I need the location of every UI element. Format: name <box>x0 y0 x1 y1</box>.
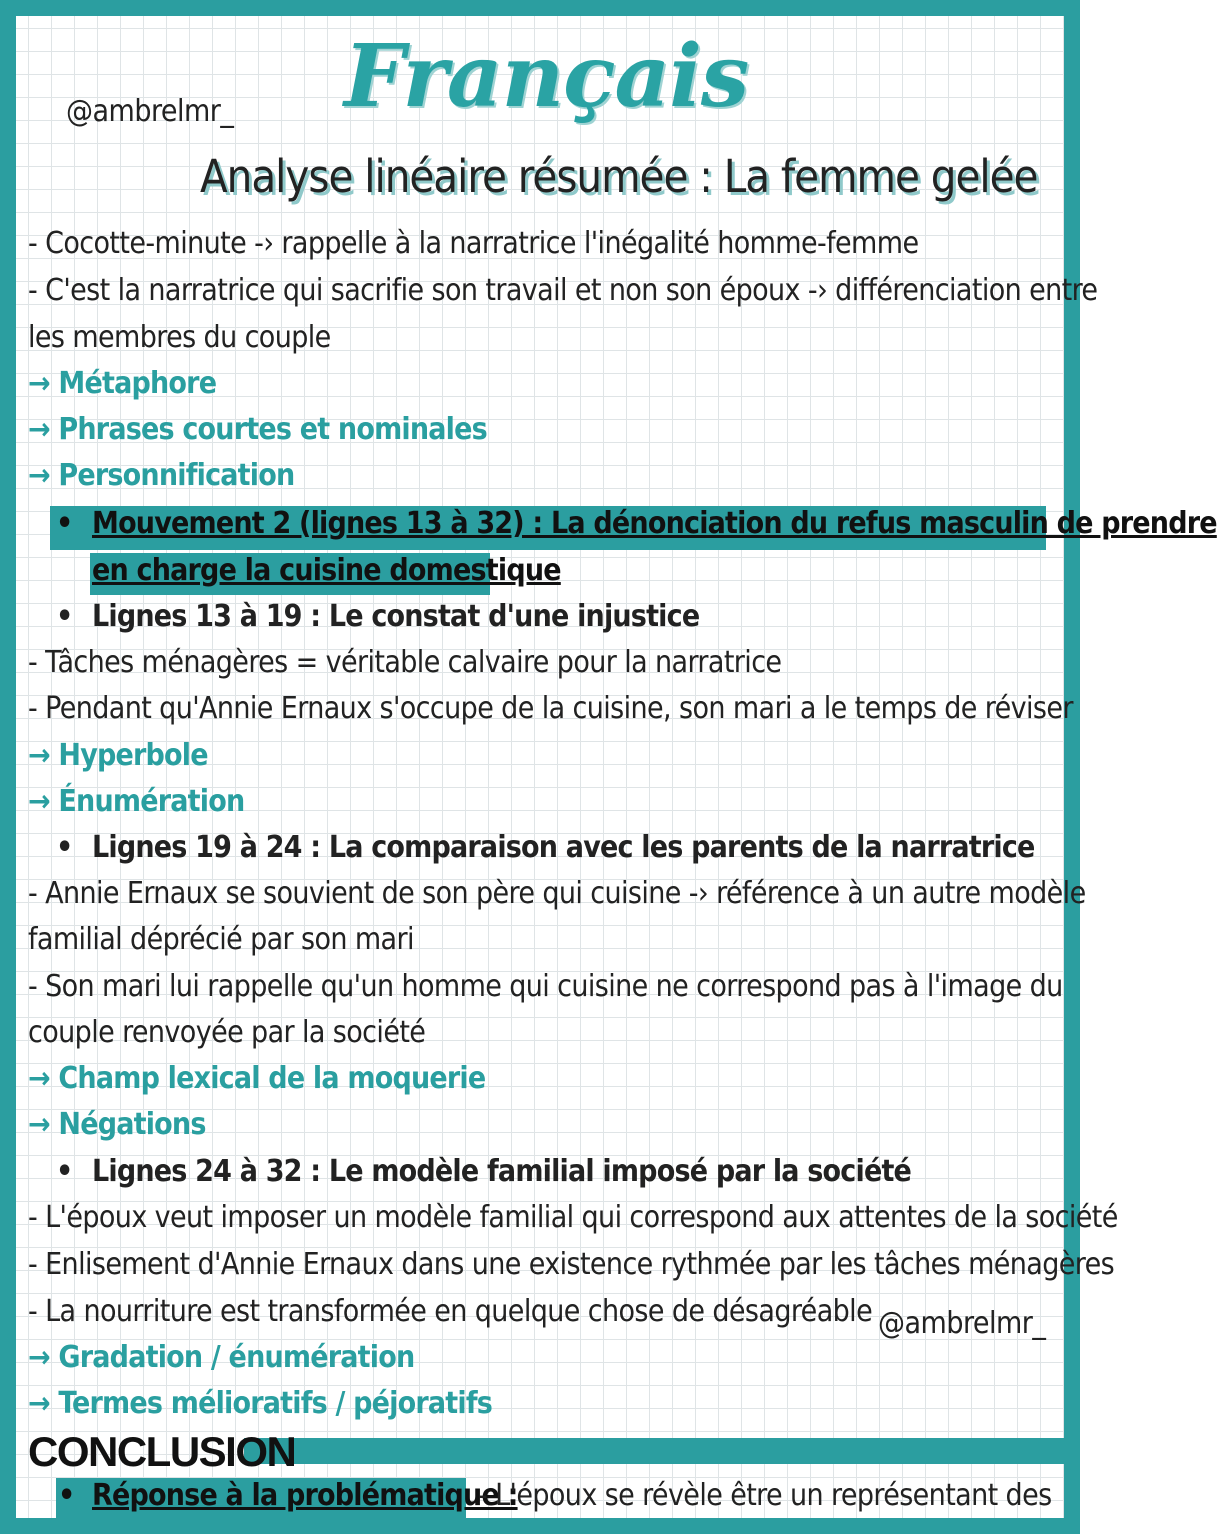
page-title: Français <box>344 26 749 127</box>
response-text: - L'époux se révèle être un représentant des <box>478 1478 1052 1513</box>
part3-line-2: - Enlisement d'Annie Ernaux dans une existence rythmée par les tâches ménagères <box>28 1247 1115 1282</box>
author-handle-bottom: @ambrelmr_ <box>878 1306 1046 1341</box>
device-personnification: → Personnification <box>28 458 295 493</box>
device-hyperbole: → Hyperbole <box>28 738 208 773</box>
mouvement2-heading-2: en charge la cuisine domestique <box>92 553 561 588</box>
device-champ-lexical: → Champ lexical de la moquerie <box>28 1061 486 1096</box>
intro-line-1: - Cocotte-minute -› rappelle à la narratrice l'inégalité homme-femme <box>28 226 919 261</box>
part2-line-1: - Annie Ernaux se souvient de son père qui cuisine -› référence à un autre modèle <box>28 876 1086 911</box>
part2-line-2: familial déprécié par son mari <box>28 922 414 957</box>
part1-line-2: - Pendant qu'Annie Ernaux s'occupe de la cuisine, son mari a le temps de réviser <box>28 691 1073 726</box>
part2-line-3: - Son mari lui rappelle qu'un homme qui cuisine ne correspond pas à l'image du <box>28 969 1063 1004</box>
part2-heading: • Lignes 19 à 24 : La comparaison avec les parents de la narratrice <box>56 828 1066 868</box>
device-enumeration: → Énumération <box>28 784 245 819</box>
device-metaphore: → Métaphore <box>28 366 217 401</box>
device-gradation: → Gradation / énumération <box>28 1340 415 1375</box>
bullet-dot: • <box>58 1478 75 1513</box>
device-termes: → Termes mélioratifs / péjoratifs <box>28 1386 493 1421</box>
response-label: Réponse à la problématique : <box>92 1478 518 1513</box>
bullet-dot: • <box>56 599 73 634</box>
part3-line-3: - La nourriture est transformée en quelque chose de désagréable <box>28 1294 873 1329</box>
page-subtitle: Analyse linéaire résumée : La femme gelée <box>200 150 1038 203</box>
conclusion-bar <box>244 1438 1080 1464</box>
mouvement2-heading-1: Mouvement 2 (lignes 13 à 32) : La dénonciation du refus masculin de prendre <box>92 506 1217 541</box>
author-handle-top: @ambrelmr_ <box>66 94 234 129</box>
part2-line-4: couple renvoyée par la société <box>28 1015 426 1050</box>
part1-heading: • Lignes 13 à 19 : Le constat d'une injustice <box>56 597 1066 637</box>
bullet-dot: • <box>56 830 73 865</box>
bullet-dot: • <box>56 506 73 541</box>
part3-heading: • Lignes 24 à 32 : Le modèle familial imposé par la société <box>56 1152 1066 1192</box>
device-negations: → Négations <box>28 1107 206 1142</box>
intro-line-2: - C'est la narratrice qui sacrifie son travail et non son époux -› différenciation entre <box>28 273 1098 308</box>
part1-line-1: - Tâches ménagères = véritable calvaire pour la narratrice <box>28 645 782 680</box>
bullet-dot: • <box>56 1154 73 1189</box>
device-phrases: → Phrases courtes et nominales <box>28 412 487 447</box>
intro-line-3: les membres du couple <box>28 320 331 355</box>
part3-line-1: - L'époux veut imposer un modèle familial qui correspond aux attentes de la société <box>28 1200 1118 1235</box>
conclusion-title: CONCLUSION <box>28 1428 296 1475</box>
